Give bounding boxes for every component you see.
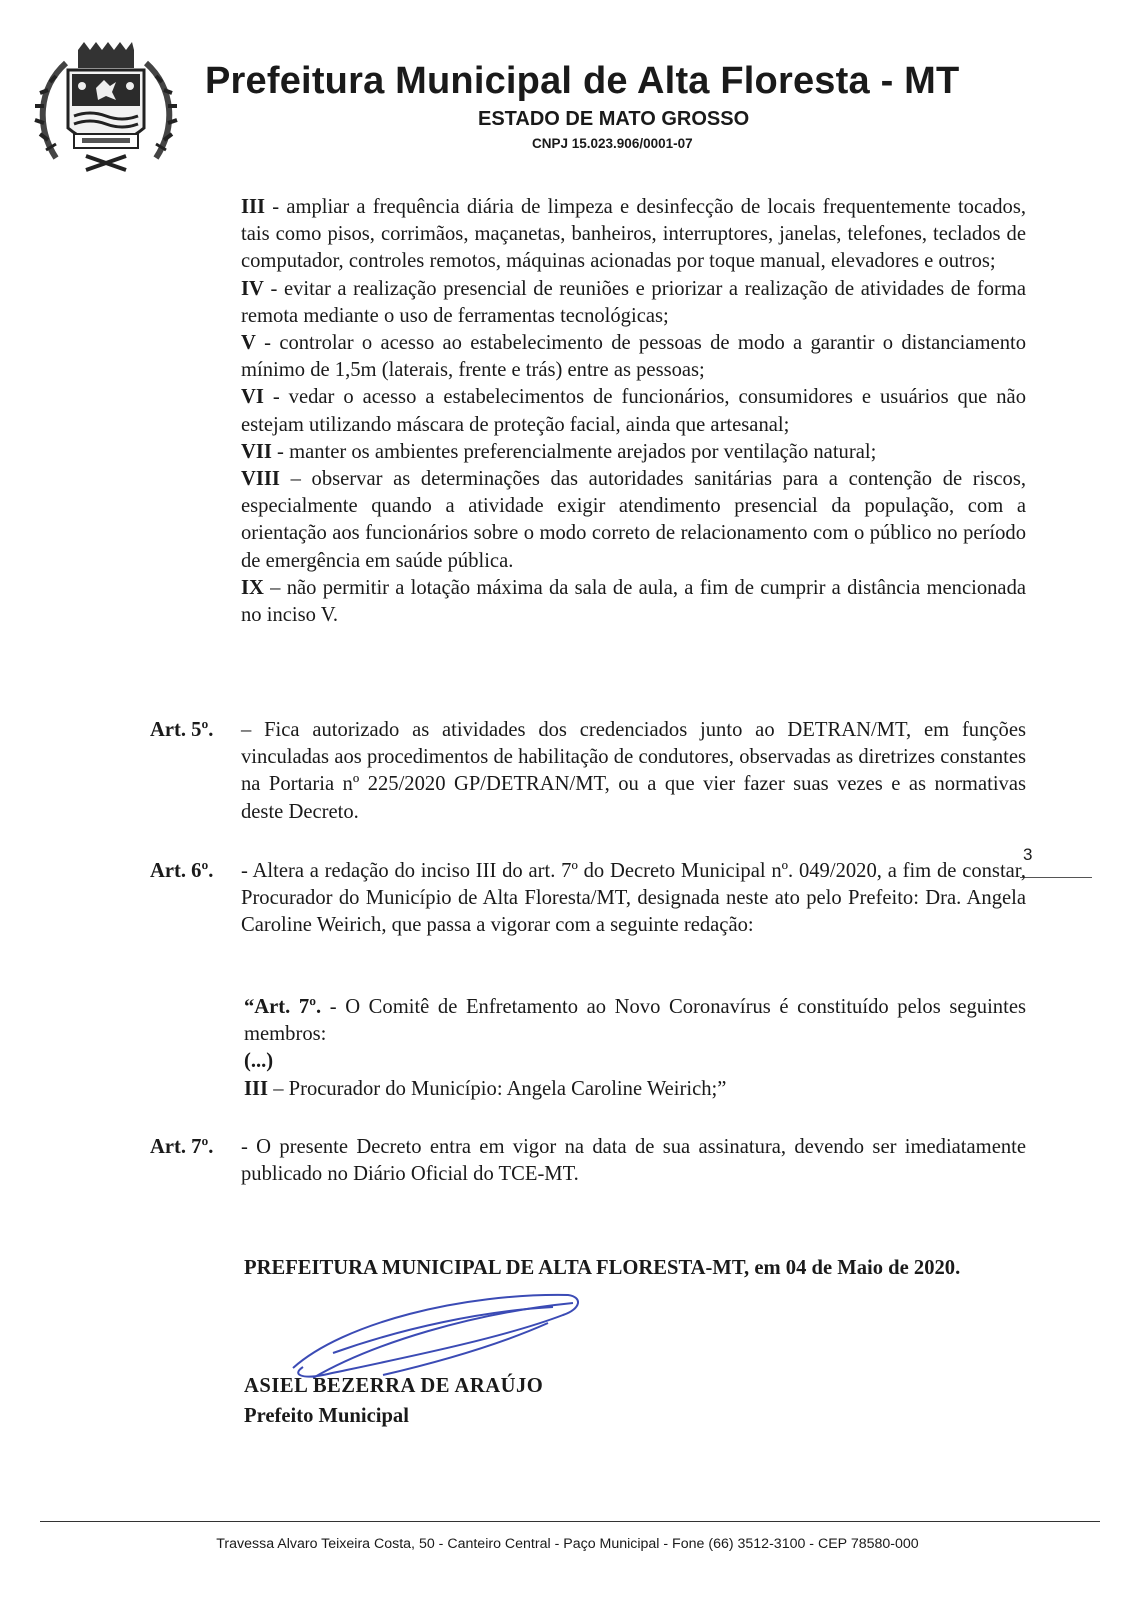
letterhead-title: Prefeitura Municipal de Alta Floresta - MT xyxy=(205,60,960,102)
inciso-number: IV xyxy=(241,277,264,300)
quoted-article-text: - O Comitê de Enfretamento ao Novo Coronavírus é constituído pelos seguintes membros: xyxy=(244,996,1026,1046)
closing-place-date: PREFEITURA MUNICIPAL DE ALTA FLORESTA-MT, em 04 de Maio de 2020. xyxy=(244,1257,961,1279)
article-5-label: Art. 5º. xyxy=(150,719,214,741)
inciso-separator: - xyxy=(263,386,289,409)
page-number-rule xyxy=(1020,877,1092,878)
inciso-number: VIII xyxy=(241,468,280,491)
footer-address: Travessa Alvaro Teixeira Costa, 50 - Canteiro Central - Paço Municipal - Fone (66) 3512-3100 - CEP 78580-000 xyxy=(216,1536,919,1552)
inciso-number: VI xyxy=(241,386,264,409)
inciso-item xyxy=(241,330,1026,384)
inciso-text: controlar o acesso ao estabelecimento de pessoas de modo a garantir o distanciamento mínimo de 1,5m (laterais, frente e trás) entre as pessoas; xyxy=(241,332,1027,382)
inciso-number: VII xyxy=(241,440,272,463)
article-6-label: Art. 6º. xyxy=(150,860,214,882)
inciso-number: IX xyxy=(241,576,264,599)
inciso-item xyxy=(241,276,1026,330)
quoted-item xyxy=(244,1076,1026,1103)
inciso-text: vedar o acesso a estabelecimentos de funcionários, consumidores e usuários que não estejam utilizando máscara de proteção facial, ainda que artesanal; xyxy=(241,386,1026,436)
footer-divider xyxy=(40,1521,1100,1522)
inciso-item xyxy=(241,194,1026,276)
inciso-separator: - xyxy=(271,440,290,463)
coat-of-arms-icon xyxy=(26,28,186,188)
inciso-number: V xyxy=(241,332,256,355)
inciso-separator: - xyxy=(255,332,280,355)
quoted-item-number: III xyxy=(244,1077,269,1100)
article-6-text: - Altera a redação do inciso III do art. 7º do Decreto Municipal nº. 049/2020, a fim de constar, Procurador do Município de Alta Floresta/MT, designada neste ato pelo Prefeito: Dra. Angela Caroline Weirich, que passa a vigorar com a seguinte redação: xyxy=(241,860,1026,937)
article-7 xyxy=(150,1134,1026,1188)
inciso-text: não permitir a lotação máxima da sala de aula, a fim de cumprir a distância mencionada no inciso V. xyxy=(241,576,1027,627)
inciso-item xyxy=(241,439,1026,466)
signatory-role: Prefeito Municipal xyxy=(244,1405,409,1427)
inciso-item xyxy=(241,575,1026,629)
inciso-text: evitar a realização presencial de reuniões e priorizar a realização de atividades de forma remota mediante o uso de ferramentas tecnológicas; xyxy=(241,277,1027,327)
quoted-article-label: “Art. 7º. xyxy=(244,996,322,1018)
inciso-item xyxy=(241,384,1026,438)
inciso-text: manter os ambientes preferencialmente arejados por ventilação natural; xyxy=(289,440,877,463)
inciso-separator: - xyxy=(263,277,284,300)
quoted-article-intro xyxy=(244,994,1026,1048)
inciso-separator: – xyxy=(263,576,287,599)
page-number: 3 xyxy=(1023,845,1033,864)
quoted-item-text: – Procurador do Município: Angela Caroline Weirich;” xyxy=(268,1077,727,1100)
signatory-name: ASIEL BEZERRA DE ARAÚJO xyxy=(244,1375,544,1397)
letterhead-state: ESTADO DE MATO GROSSO xyxy=(478,108,750,130)
letterhead-cnpj: CNPJ 15.023.906/0001-07 xyxy=(532,136,693,151)
article-7-label: Art. 7º. xyxy=(150,1136,214,1158)
article-5 xyxy=(150,717,1026,826)
incisos-list xyxy=(241,194,1026,629)
inciso-separator: – xyxy=(279,468,312,491)
inciso-text: observar as determinações das autoridades sanitárias para a contenção de riscos, especialmente quando a atividade exigir atendimento presencial da população, com a orientação aos funcionários sobre o modo correto de relacionamento com o público no período de emergência em saúde pública. xyxy=(241,468,1026,572)
article-7-text: - O presente Decreto entra em vigor na data de sua assinatura, devendo ser imediatamente publicado no Diário Oficial do TCE-MT. xyxy=(241,1136,1026,1186)
inciso-number: III xyxy=(241,196,266,218)
inciso-text: ampliar a frequência diária de limpeza e desinfecção de locais frequentemente tocados, tais como pisos, corrimãos, maçanetas, banheiros, interruptores, janelas, telefones, teclados de computador, controles remotos, máquinas acionadas por toque manual, elevadores e outros; xyxy=(241,196,1026,273)
inciso-item xyxy=(241,466,1026,575)
quoted-article xyxy=(244,994,1026,1103)
article-5-text: – Fica autorizado as atividades dos credenciados junto ao DETRAN/MT, em funções vinculadas aos procedimentos de habilitação de condutores, observadas as diretrizes constantes na Portaria nº 225/2020 GP/DETRAN/MT, ou a que vier fazer suas vezes e as normativas deste Decreto. xyxy=(241,719,1026,823)
article-6 xyxy=(150,858,1026,940)
quoted-ellipsis: (...) xyxy=(244,1050,274,1073)
inciso-separator: - xyxy=(265,196,287,218)
